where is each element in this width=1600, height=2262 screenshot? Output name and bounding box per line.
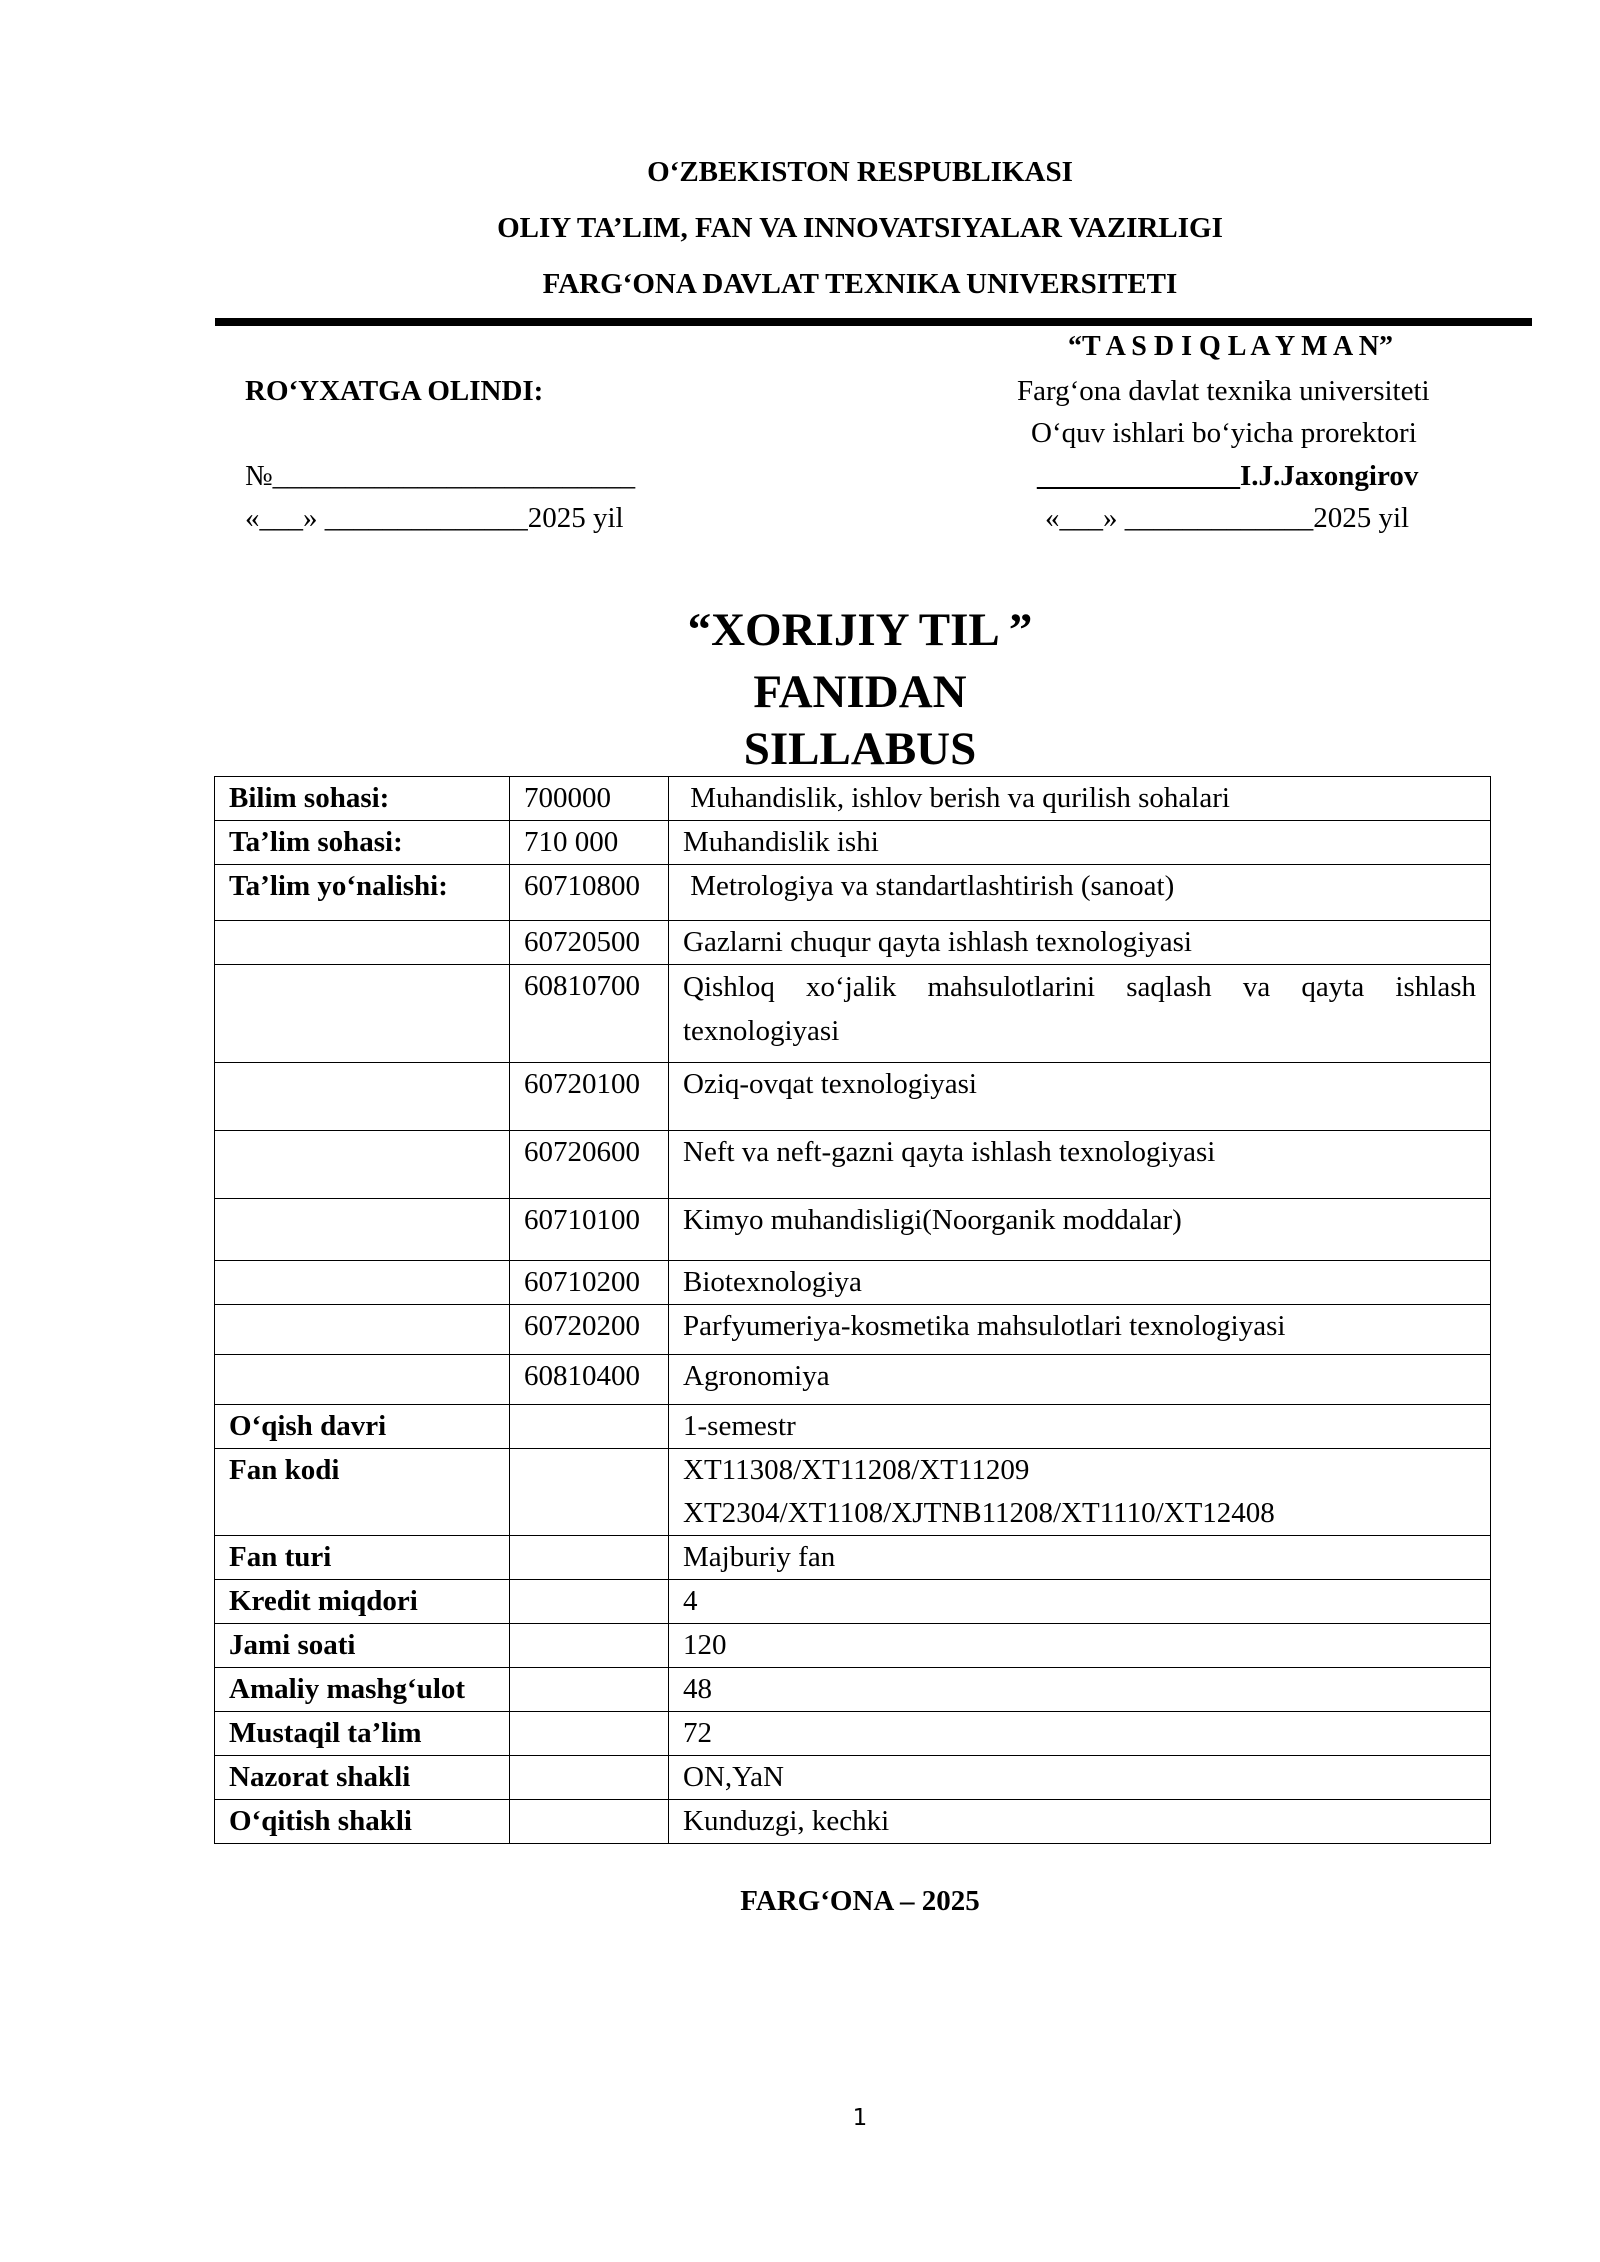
row-label: Ta’lim sohasi: <box>215 821 510 865</box>
signer-name: I.J.Jaxongirov <box>1240 460 1419 492</box>
row-label <box>215 921 510 965</box>
table-row <box>215 1624 1491 1668</box>
city-year-footer: FARG‘ONA – 2025 <box>740 1885 980 1917</box>
table-row <box>215 965 1491 1063</box>
row-value: Biotexnologiya <box>669 1261 1491 1305</box>
row-value: 1-semestr <box>669 1405 1491 1449</box>
row-value: Muhandislik ishi <box>669 821 1491 865</box>
row-code: 710 000 <box>510 821 669 865</box>
table-row <box>215 1355 1491 1405</box>
row-value: 120 <box>669 1624 1491 1668</box>
table-row <box>215 921 1491 965</box>
row-label <box>215 1063 510 1131</box>
row-code <box>510 1712 669 1756</box>
header-divider <box>215 318 1532 326</box>
row-code: 60810400 <box>510 1355 669 1405</box>
table-row <box>215 1305 1491 1355</box>
header-country: O‘ZBEKISTON RESPUBLIKASI <box>647 156 1073 188</box>
row-value: ON,YaN <box>669 1756 1491 1800</box>
table-row <box>215 1668 1491 1712</box>
table-row <box>215 1756 1491 1800</box>
table-row <box>215 1063 1491 1131</box>
row-code: 60720100 <box>510 1063 669 1131</box>
row-code: 60720200 <box>510 1305 669 1355</box>
table-row <box>215 1800 1491 1844</box>
subject-title: “XORIJIY TIL ” <box>687 604 1033 656</box>
row-value <box>669 1449 1491 1536</box>
row-value: Neft va neft-gazni qayta ishlash texnologiyasi <box>669 1131 1491 1199</box>
row-label: Ta’lim yo‘nalishi: <box>215 865 510 921</box>
row-label <box>215 1199 510 1261</box>
row-code: 60720500 <box>510 921 669 965</box>
row-code <box>510 1405 669 1449</box>
row-code <box>510 1668 669 1712</box>
approver-position: O‘quv ishlari bo‘yicha prorektori <box>1031 417 1417 449</box>
table-row <box>215 1580 1491 1624</box>
table-row <box>215 1536 1491 1580</box>
row-label: Amaliy mashg‘ulot <box>215 1668 510 1712</box>
row-code: 60810700 <box>510 965 669 1063</box>
page-number: 1 <box>852 2105 868 2131</box>
row-code <box>510 1536 669 1580</box>
approval-date-line: «___» _____________2025 yil <box>1045 502 1410 534</box>
row-label: O‘qish davri <box>215 1405 510 1449</box>
table-row <box>215 1199 1491 1261</box>
row-value: Kunduzgi, kechki <box>669 1800 1491 1844</box>
syllabus-info-table <box>214 776 1491 1844</box>
row-value: 48 <box>669 1668 1491 1712</box>
row-label: Mustaqil ta’lim <box>215 1712 510 1756</box>
row-label: Fan turi <box>215 1536 510 1580</box>
row-value: 4 <box>669 1580 1491 1624</box>
row-code <box>510 1449 669 1536</box>
table-row <box>215 1449 1491 1536</box>
row-value: Agronomiya <box>669 1355 1491 1405</box>
header-university: FARG‘ONA DAVLAT TEXNIKA UNIVERSITETI <box>542 268 1178 300</box>
approver-university: Farg‘ona davlat texnika universiteti <box>1017 375 1430 407</box>
table-row <box>215 1405 1491 1449</box>
row-label: Bilim sohasi: <box>215 777 510 821</box>
table-row <box>215 1712 1491 1756</box>
row-label: Fan kodi <box>215 1449 510 1536</box>
subject-title-fanidan: FANIDAN <box>753 666 967 718</box>
registered-label: RO‘YXATGA OLINDI: <box>245 375 544 407</box>
row-value: Muhandislik, ishlov berish va qurilish sohalari <box>669 777 1491 821</box>
row-code: 60710100 <box>510 1199 669 1261</box>
row-value: Gazlarni chuqur qayta ishlash texnologiyasi <box>669 921 1491 965</box>
row-label: Nazorat shakli <box>215 1756 510 1800</box>
row-code <box>510 1800 669 1844</box>
row-value: Metrologiya va standartlashtirish (sanoat) <box>669 865 1491 921</box>
table-row <box>215 1131 1491 1199</box>
row-label: Kredit miqdori <box>215 1580 510 1624</box>
row-value: Qishloq xo‘jalik mahsulotlarini saqlash va qayta ishlash texnologiyasi <box>669 965 1491 1063</box>
row-code <box>510 1756 669 1800</box>
fan-kodi-line-1: XT11308/XT11208/XT11209 <box>683 1454 1030 1486</box>
table-row <box>215 1261 1491 1305</box>
signature-line: ______________ <box>1037 460 1240 492</box>
table-row <box>215 777 1491 821</box>
row-code: 700000 <box>510 777 669 821</box>
row-label <box>215 965 510 1063</box>
row-label <box>215 1305 510 1355</box>
row-code: 60720600 <box>510 1131 669 1199</box>
subject-title-sillabus: SILLABUS <box>743 723 977 775</box>
row-code: 60710200 <box>510 1261 669 1305</box>
row-value: Kimyo muhandisligi(Noorganik moddalar) <box>669 1199 1491 1261</box>
row-label <box>215 1355 510 1405</box>
row-label: O‘qitish shakli <box>215 1800 510 1844</box>
table-row <box>215 821 1491 865</box>
row-code: 60710800 <box>510 865 669 921</box>
row-label: Jami soati <box>215 1624 510 1668</box>
row-code <box>510 1580 669 1624</box>
table-row <box>215 865 1491 921</box>
row-label <box>215 1131 510 1199</box>
approve-heading: “T A S D I Q L A Y M A N” <box>1068 331 1393 362</box>
row-value: Parfyumeriya-kosmetika mahsulotlari texnologiyasi <box>669 1305 1491 1355</box>
registration-number-line: №_________________________ <box>245 460 636 492</box>
fan-kodi-line-2: XT2304/XT1108/XJTNB11208/XT1110/XT12408 <box>683 1497 1275 1529</box>
row-label <box>215 1261 510 1305</box>
row-value: 72 <box>669 1712 1491 1756</box>
header-ministry: OLIY TA’LIM, FAN VA INNOVATSIYALAR VAZIRLIGI <box>497 212 1223 244</box>
row-value: Majburiy fan <box>669 1536 1491 1580</box>
row-value: Oziq-ovqat texnologiyasi <box>669 1063 1491 1131</box>
approver-signature <box>1037 459 1418 493</box>
row-code <box>510 1624 669 1668</box>
registration-date-line: «___» ______________2025 yil <box>245 502 624 534</box>
